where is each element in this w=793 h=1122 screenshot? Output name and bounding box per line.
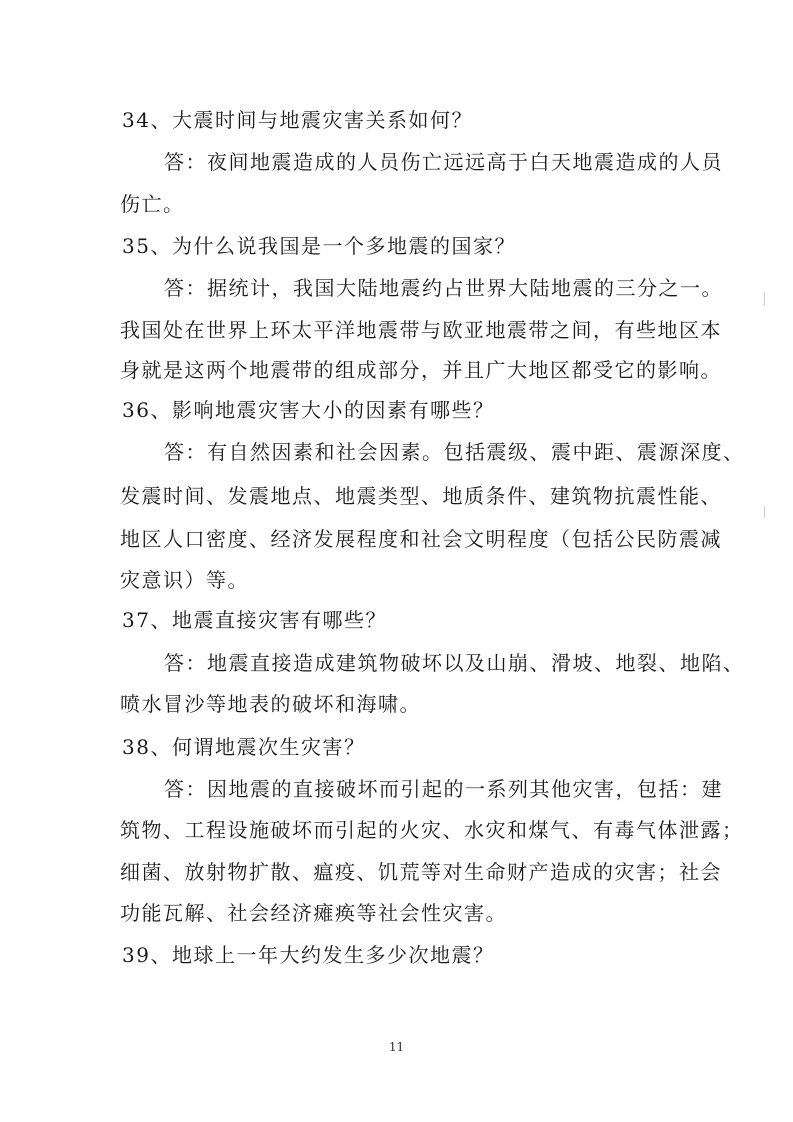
answer-38-line-1: 答：因地震的直接破坏而引起的一系列其他灾害，包括：建 <box>164 777 723 801</box>
question-34: 34、大震时间与地震灾害关系如何？ <box>122 108 473 132</box>
answer-37-line-1: 答：地震直接造成建筑物破坏以及山崩、滑坡、地裂、地陷、 <box>164 651 745 675</box>
answer-35-line-2: 我国处在世界上环太平洋地震带与欧亚地震带之间，有些地区本 <box>120 318 722 342</box>
answer-36-line-2: 发震时间、发震地点、地震类型、地质条件、建筑物抗震性能、 <box>120 484 722 508</box>
question-39: 39、地球上一年大约发生多少次地震？ <box>122 943 495 967</box>
answer-35-line-3: 身就是这两个地震带的组成部分，并且广大地区都受它的影响。 <box>120 358 722 382</box>
question-38: 38、何谓地震次生灾害？ <box>122 735 366 759</box>
answer-34-line-2: 伤亡。 <box>120 192 185 216</box>
question-35: 35、为什么说我国是一个多地震的国家？ <box>122 234 516 258</box>
page-number: 11 <box>388 1040 405 1054</box>
answer-38-line-3: 细菌、放射物扩散、瘟疫、饥荒等对生命财产造成的灾害；社会 <box>120 860 722 884</box>
answer-37-line-2: 喷水冒沙等地表的破坏和海啸。 <box>120 692 421 716</box>
question-37: 37、地震直接灾害有哪些？ <box>122 608 387 632</box>
answer-36-line-1: 答：有自然因素和社会因素。包括震级、震中距、震源深度、 <box>164 440 745 464</box>
answer-38-line-2: 筑物、工程设施破坏而引起的火灾、水灾和煤气、有毒气体泄露； <box>120 818 744 842</box>
answer-34-line-1: 答：夜间地震造成的人员伤亡远远高于白天地震造成的人员 <box>164 150 723 174</box>
scan-mark <box>764 292 765 306</box>
scan-mark <box>764 506 765 518</box>
answer-36-line-4: 灾意识）等。 <box>120 568 249 592</box>
question-36: 36、影响地震灾害大小的因素有哪些？ <box>122 398 495 422</box>
answer-36-line-3: 地区人口密度、经济发展程度和社会文明程度（包括公民防震减 <box>120 527 722 551</box>
answer-38-line-4: 功能瓦解、社会经济瘫痪等社会性灾害。 <box>120 901 507 925</box>
answer-35-line-1: 答：据统计，我国大陆地震约占世界大陆地震的三分之一。 <box>164 276 723 300</box>
